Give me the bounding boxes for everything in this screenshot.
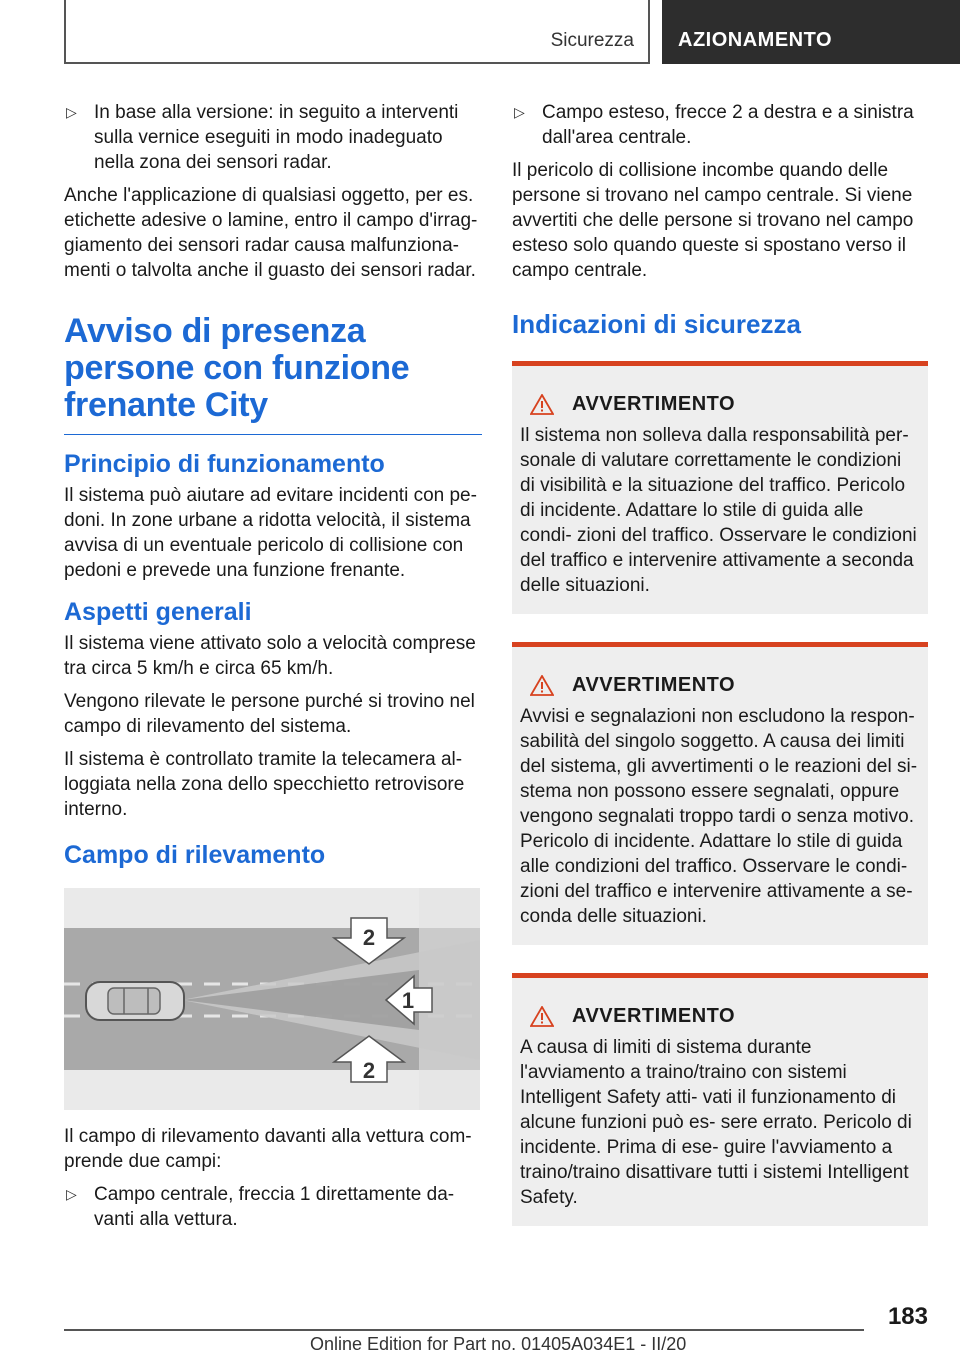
right-column (512, 100, 928, 1254)
detection-field-illustration (64, 888, 480, 1110)
paragraph: Il campo di rilevamento davanti alla vettura com‐ prende due campi: (64, 1126, 472, 1172)
warning-box (512, 642, 928, 945)
warning-box (512, 361, 928, 614)
triangle-bullet-icon: ▷ (66, 104, 77, 120)
paragraph: Il sistema è controllato tramite la telecamera al‐ loggiata nella zona dello specchietto retrovisore interno. (64, 749, 465, 820)
list-item: ▷ Campo centrale, freccia 1 direttamente da‐ vanti alla vettura. (66, 1184, 455, 1230)
page-number: 183 (887, 1303, 928, 1330)
footer-divider (64, 1329, 864, 1331)
warning-text: A causa di limiti di sistema durante l'avviamento a traino/traino con sistemi Intelligent Safety atti‐ vati il funzionamento di alcune funzioni può es‐ sere errato. Pericolo di incidente. Prima di ese‐ guire l'avviamento a traino/traino disattivare tutti i sistemi Intelligent Safety. (520, 1037, 912, 1208)
car-icon (86, 982, 184, 1020)
triangle-bullet-icon: ▷ (514, 104, 525, 120)
paragraph: Vengono rilevate le persone purché si trovino nel campo di rilevamento del sistema. (64, 691, 475, 737)
warning-box (512, 973, 928, 1226)
list-item: ▷ In base alla versione: in seguito a interventi sulla vernice eseguiti in modo inadeguato nella zona dei sensori radar. (66, 102, 459, 173)
warning-text: Il sistema non solleva dalla responsabilità per‐ sonale di valutare correttamente le condizioni di visibilità e la situazione del traffico. Pericolo di incidente. Adattare lo stile di guida alle condi‐ zioni del traffico. Osservare le condizioni del traffico e intervenire attivamente a seconda delle situazioni. (520, 425, 917, 596)
detection-field-diagram (64, 888, 480, 1110)
header-section-label: Sicurezza (550, 30, 634, 51)
warning-triangle-icon (530, 394, 554, 415)
paragraph: Il pericolo di collisione incombe quando delle persone si trovano nel campo centrale. Si viene avvertiti che delle persone si trovano nel campo esteso solo quando queste si spostano verso il campo centrale. (512, 160, 914, 281)
heading-campo: Campo di rilevamento (64, 841, 326, 869)
warning-title: AVVERTIMENTO (572, 1005, 736, 1027)
header-chapter-tab[interactable] (662, 0, 960, 64)
footer-edition: Online Edition for Part no. 01405A034E1 - II/20 (310, 1334, 687, 1354)
heading-aspetti: Aspetti generali (64, 598, 252, 626)
svg-text:2: 2 (362, 925, 376, 950)
warning-triangle-icon (530, 675, 554, 696)
section-title: Avviso di presenza persone con funzione frenante City (64, 312, 410, 424)
heading-indicazioni: Indicazioni di sicurezza (512, 309, 801, 339)
triangle-bullet-icon: ▷ (66, 1186, 77, 1202)
title-divider (64, 434, 482, 435)
paragraph: Il sistema viene attivato solo a velocità comprese tra circa 5 km/h e circa 65 km/h. (64, 633, 476, 679)
paragraph: Anche l'applicazione di qualsiasi oggetto, per es. etichette adesive o lamine, entro il campo d'irrag‐ giamento dei sensori radar causa malfunziona‐ menti o talvolta anche il guasto dei sensori radar. (64, 185, 478, 281)
svg-text:2: 2 (362, 1058, 376, 1083)
paragraph: Il sistema può aiutare ad evitare incidenti con pe‐ doni. In zone urbane a ridotta velocità, il sistema avvisa di un eventuale pericolo di collisione con pedoni e prevede una funzione frenante. (64, 485, 477, 581)
svg-text:1: 1 (401, 988, 415, 1013)
heading-principio: Principio di funzionamento (64, 450, 385, 478)
warning-title: AVVERTIMENTO (572, 674, 736, 696)
warning-triangle-icon (530, 1006, 554, 1027)
warning-title: AVVERTIMENTO (572, 393, 736, 415)
warning-text: Avvisi e segnalazioni non escludono la respon‐ sabilità del singolo soggetto. A causa dei limiti del sistema, gli avvertimenti o le reazioni del si‐ stema non possono essere segnalati, oppure vengono segnalati troppo tardi o senza motivo. Pericolo di incidente. Adattare lo stile di guida alle condizioni del traffico. Osservare le condi‐ zioni del traffico e intervenire attivamente a se‐ conda delle situazioni. (520, 706, 918, 927)
header-section-tab (64, 0, 650, 64)
list-item: ▷ Campo esteso, frecce 2 a destra e a sinistra dall'area centrale. (514, 102, 914, 148)
header-chapter-label: AZIONAMENTO (678, 29, 833, 51)
left-column (64, 100, 482, 1240)
